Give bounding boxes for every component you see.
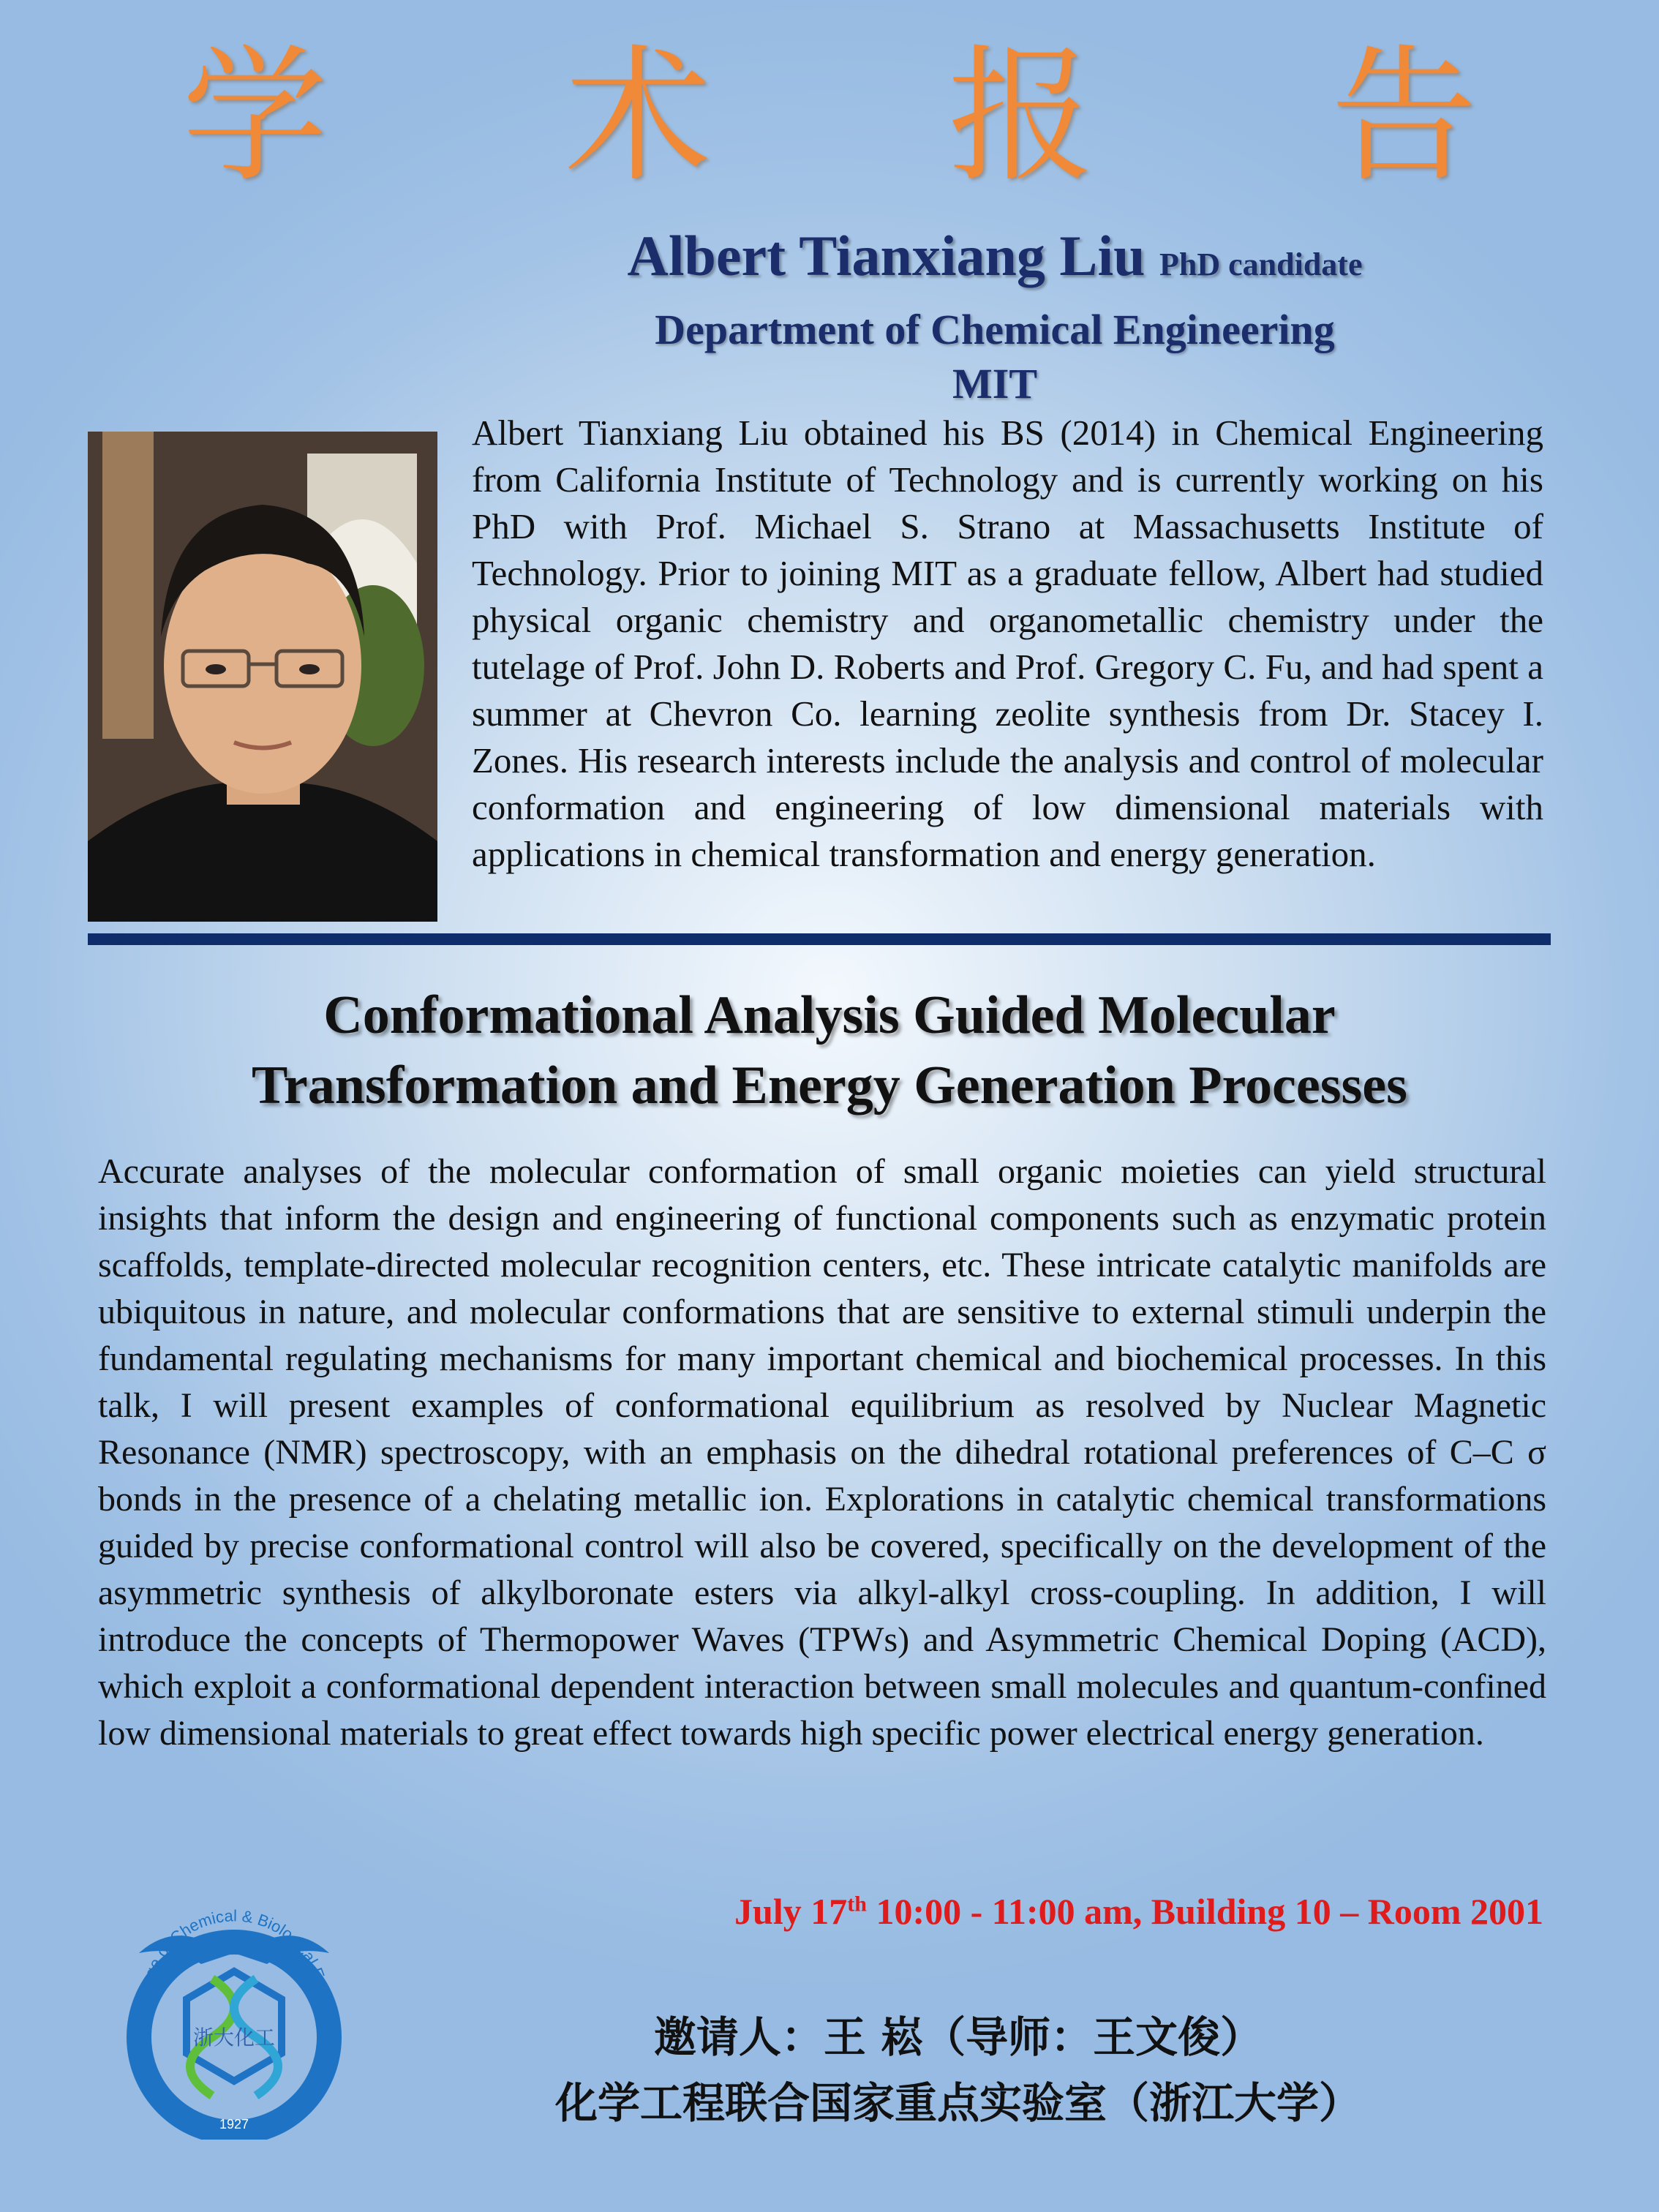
svg-text:College of Chemical & Biologic <box>110 1884 333 2031</box>
talk-title-line-1: Conformational Analysis Guided Molecular <box>323 985 1336 1045</box>
logo-year: 1927 <box>219 2117 249 2132</box>
speaker-name-line <box>483 219 1507 301</box>
section-divider <box>88 933 1551 945</box>
talk-abstract: Accurate analyses of the molecular conformation of small organic moieties can yield structural insights that inform the design and engineering of functional components such as enzymatic protein scaffolds, template-directed molecular recognition centers, etc. These intricate catalytic manifolds are ubiquitous in nature, and molecular conformations that are sensitive to external stimuli underpin the fundamental regulating mechanisms for many important chemical and biochemical processes. In this talk, I will present examples of conformational equilibrium as resolved by Nuclear Magnetic Resonance (NMR) spectroscopy, with an emphasis on the dihedral rotational preferences of C–C σ bonds in the presence of a chelating metallic ion. Explorations in catalytic chemical transformations guided by precise conformational control will also be covered, specifically on the development of the asymmetric synthesis of alkylboronate esters via alkyl-alkyl cross-coupling. In addition, I will introduce the concepts of Thermopower Waves (TPWs) and Asymmetric Chemical Doping (ACD), which exploit a conformational dependent interaction between small molecules and quantum-confined low dimensional materials to great effect towards high specific power electrical energy generation. <box>98 1152 1546 1753</box>
speaker-role: PhD candidate <box>1159 247 1363 282</box>
talk-title-line-2: Transformation and Energy Generation Processes <box>252 1056 1407 1116</box>
speaker-institution: MIT <box>952 360 1037 407</box>
host-inviter: 邀请人：王 崧（导师：王文俊） <box>653 2012 1263 2062</box>
host-lab: 化学工程联合国家重点实验室（浙江大学） <box>554 2078 1361 2128</box>
college-logo <box>110 1884 358 2140</box>
schedule-date-suffix: th <box>847 1892 867 1916</box>
schedule-line <box>556 1890 1543 1933</box>
speaker-department: Department of Chemical Engineering <box>655 306 1335 353</box>
schedule-date: July 17 <box>734 1891 848 1932</box>
logo-inner-text: 浙大化工 <box>192 2025 276 2050</box>
speaker-bio: Albert Tianxiang Liu obtained his BS (2014) in Chemical Engineering from California Institute of Technology and is currently working on his PhD with Prof. Michael S. Strano at Massachusetts Institute of Technology. Prior to joining MIT as a graduate fellow, Albert had studied physical organic chemistry and organometallic chemistry under the tutelage of Prof. John D. Roberts and Prof. Gregory C. Fu, and had spent a summer at Chevron Co. learning zeolite synthesis from Dr. Stacey I. Zones. His research interests include the analysis and control of molecular conformation and engineering of low dimensional materials with applications in chemical transformation and energy generation. <box>472 413 1543 874</box>
speaker-header <box>483 219 1507 410</box>
host-info <box>380 2004 1536 2136</box>
speaker-name: Albert Tianxiang Liu <box>627 224 1146 287</box>
poster-title: 学 术 报 告 <box>181 31 1573 202</box>
talk-title <box>59 980 1600 1121</box>
schedule-details: 10:00 - 11:00 am, Building 10 – Room 2001 <box>866 1891 1543 1932</box>
speaker-photo <box>88 432 437 922</box>
logo-ring-text: College of Chemical & Biological Enginee <box>135 1906 334 2032</box>
